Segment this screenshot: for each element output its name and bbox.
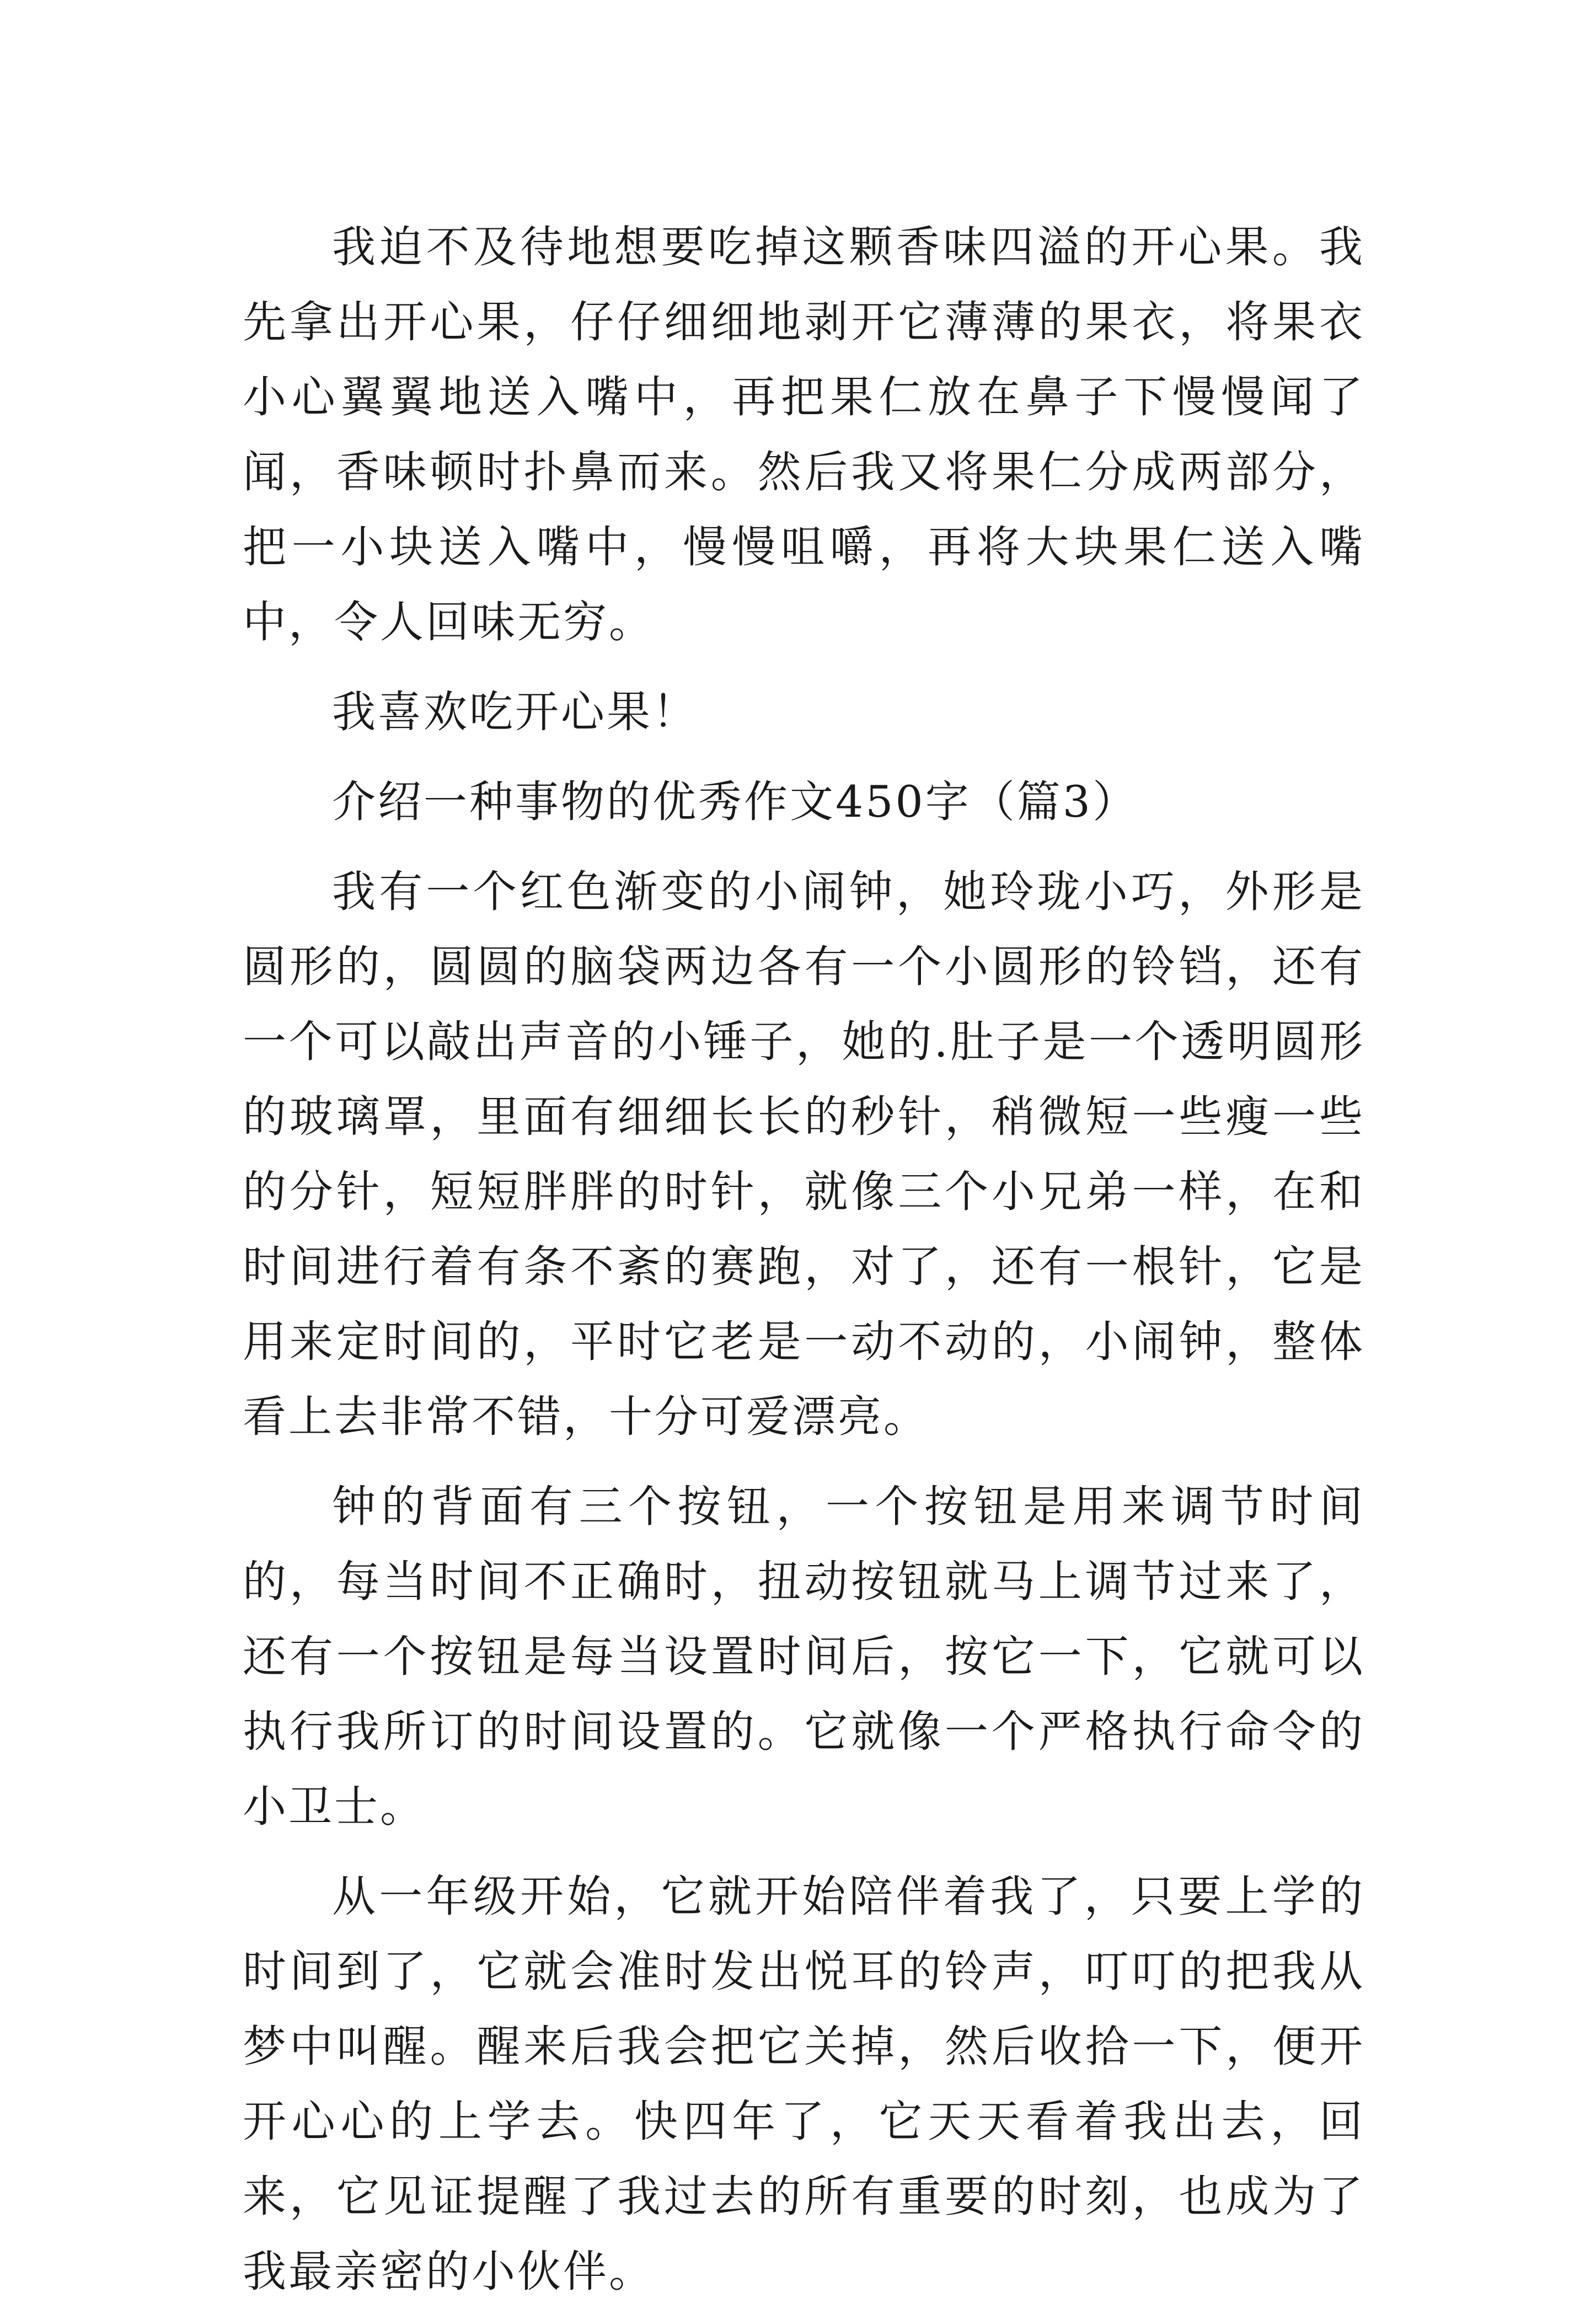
paragraph-pistachio-conclusion: 我喜欢吃开心果！ — [332, 687, 698, 737]
essay-heading: 介绍一种事物的优秀作文450字（篇3） — [332, 776, 1139, 827]
paragraph-pistachio-eating: 我迫不及待地想要吃掉这颗香味四溢的开心果。我先拿出开心果，仔仔细细地剥开它薄薄的果衣，将果衣小心翼翼地送入嘴中，再把果仁放在鼻子下慢慢闻了闻，香味顿时扑鼻而来。然后我又将果仁分成两部分，把一小块送入嘴中，慢慢咀嚼，再将大块果仁送入嘴中，令人回味无穷。 — [243, 222, 1365, 647]
document-body — [243, 210, 1365, 2309]
paragraph-alarm-clock-buttons: 钟的背面有三个按钮，一个按钮是用来调节时间的，每当时间不正确时，扭动按钮就马上调节过来了，还有一个按钮是每当设置时间后，按它一下，它就可以执行我所订的时间设置的。它就像一个严格执行命令的小卫士。 — [243, 1481, 1365, 1832]
paragraph-alarm-clock-companion: 从一年级开始，它就开始陪伴着我了，只要上学的时间到了，它就会准时发出悦耳的铃声，叮叮的把我从梦中叫醒。醒来后我会把它关掉，然后收拾一下，便开开心心的上学去。快四年了，它天天看着我出去，回来，它见证提醒了我过去的所有重要的时刻，也成为了我最亲密的小伙伴。 — [243, 1871, 1365, 2297]
paragraph-alarm-clock-appearance: 我有一个红色渐变的小闹钟，她玲珑小巧，外形是圆形的，圆圆的脑袋两边各有一个小圆形的铃铛，还有一个可以敲出声音的小锤子，她的.肚子是一个透明圆形的玻璃罩，里面有细细长长的秒针，稍微短一些瘦一些的分针，短短胖胖的时针，就像三个小兄弟一样，在和时间进行着有条不紊的赛跑，对了，还有一根针，它是用来定时间的，平时它老是一动不动的，小闹钟，整体看上去非常不错，十分可爱漂亮。 — [243, 866, 1365, 1442]
